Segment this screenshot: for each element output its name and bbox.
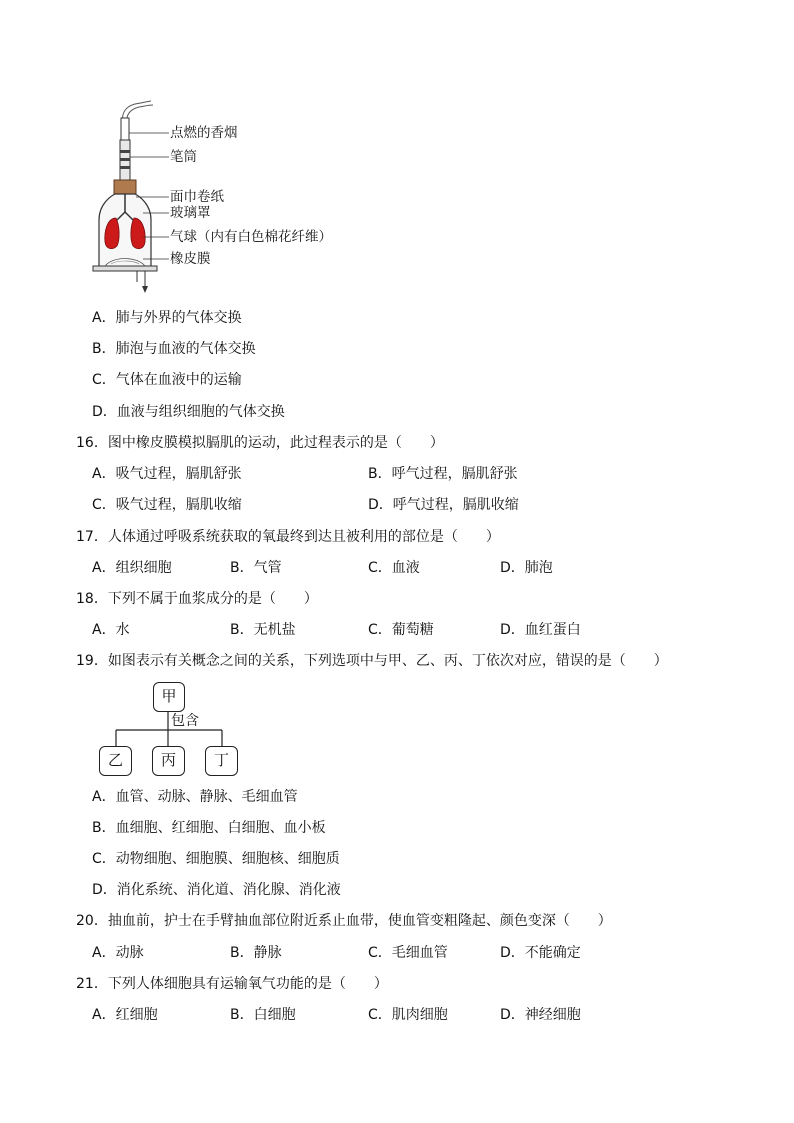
q16-stem: 16．图中橡皮膜模拟膈肌的运动，此过程表示的是（ ） <box>76 435 444 451</box>
q21-option-d[interactable]: D．神经细胞 <box>500 1007 581 1023</box>
q15-option-a[interactable]: A．肺与外界的气体交换 <box>92 310 242 326</box>
q21-option-b[interactable]: B．白细胞 <box>230 1007 296 1023</box>
q19-option-d[interactable]: D．消化系统、消化道、消化腺、消化液 <box>92 882 341 898</box>
q19-option-a[interactable]: A．血管、动脉、静脉、毛细血管 <box>92 789 298 805</box>
q18-option-a[interactable]: A．水 <box>92 622 130 638</box>
q20-option-d[interactable]: D．不能确定 <box>500 945 581 961</box>
q21-stem: 21．下列人体细胞具有运输氧气功能的是（ ） <box>76 976 388 992</box>
q18-stem: 18．下列不属于血浆成分的是（ ） <box>76 591 318 607</box>
q20-option-b[interactable]: B．静脉 <box>230 945 282 961</box>
q19-option-b[interactable]: B．血细胞、红细胞、白细胞、血小板 <box>92 820 326 836</box>
q17-option-a[interactable]: A．组织细胞 <box>92 560 172 576</box>
q21-option-c[interactable]: C．肌肉细胞 <box>368 1007 448 1023</box>
concept-box-child-2: 丙 <box>152 746 185 776</box>
q19-option-c[interactable]: C．动物细胞、细胞膜、细胞核、细胞质 <box>92 851 340 867</box>
q20-stem: 20．抽血前，护士在手臂抽血部位附近系止血带，使血管变粗隆起、颜色变深（ ） <box>76 913 612 929</box>
q20-option-c[interactable]: C．毛细血管 <box>368 945 448 961</box>
q17-option-c[interactable]: C．血液 <box>368 560 420 576</box>
q19-stem: 19．如图表示有关概念之间的关系，下列选项中与甲、乙、丙、丁依次对应，错误的是（ ） <box>76 653 668 669</box>
q15-option-d[interactable]: D．血液与组织细胞的气体交换 <box>92 404 285 420</box>
label-bell-jar: 玻璃罩 <box>170 205 211 221</box>
concept-box-child-3: 丁 <box>205 746 238 776</box>
q18-option-c[interactable]: C．葡萄糖 <box>368 622 434 638</box>
q18-option-d[interactable]: D．血红蛋白 <box>500 622 581 638</box>
q16-option-c[interactable]: C．吸气过程，膈肌收缩 <box>92 497 242 513</box>
label-paper-roll: 面巾卷纸 <box>170 189 224 205</box>
q16-option-a[interactable]: A．吸气过程，膈肌舒张 <box>92 466 242 482</box>
q15-option-b[interactable]: B．肺泡与血液的气体交换 <box>92 341 256 357</box>
concept-box-top: 甲 <box>153 682 185 712</box>
label-cigarette: 点燃的香烟 <box>170 125 238 141</box>
concept-box-child-1: 乙 <box>99 746 132 776</box>
q16-option-b[interactable]: B．呼气过程，膈肌舒张 <box>368 466 518 482</box>
q15-option-c[interactable]: C．气体在血液中的运输 <box>92 372 242 388</box>
q16-option-d[interactable]: D．呼气过程，膈肌收缩 <box>368 497 519 513</box>
q17-stem: 17．人体通过呼吸系统获取的氧最终到达且被利用的部位是（ ） <box>76 529 500 545</box>
q18-option-b[interactable]: B．无机盐 <box>230 622 296 638</box>
label-balloon: 气球（内有白色棉花纤维） <box>170 229 332 245</box>
q20-option-a[interactable]: A．动脉 <box>92 945 144 961</box>
label-rubber-membrane: 橡皮膜 <box>170 251 211 267</box>
relation-label: 包含 <box>171 713 199 729</box>
q17-option-d[interactable]: D．肺泡 <box>500 560 553 576</box>
label-pen-tube: 笔筒 <box>170 149 197 165</box>
q17-option-b[interactable]: B．气管 <box>230 560 282 576</box>
q21-option-a[interactable]: A．红细胞 <box>92 1007 158 1023</box>
